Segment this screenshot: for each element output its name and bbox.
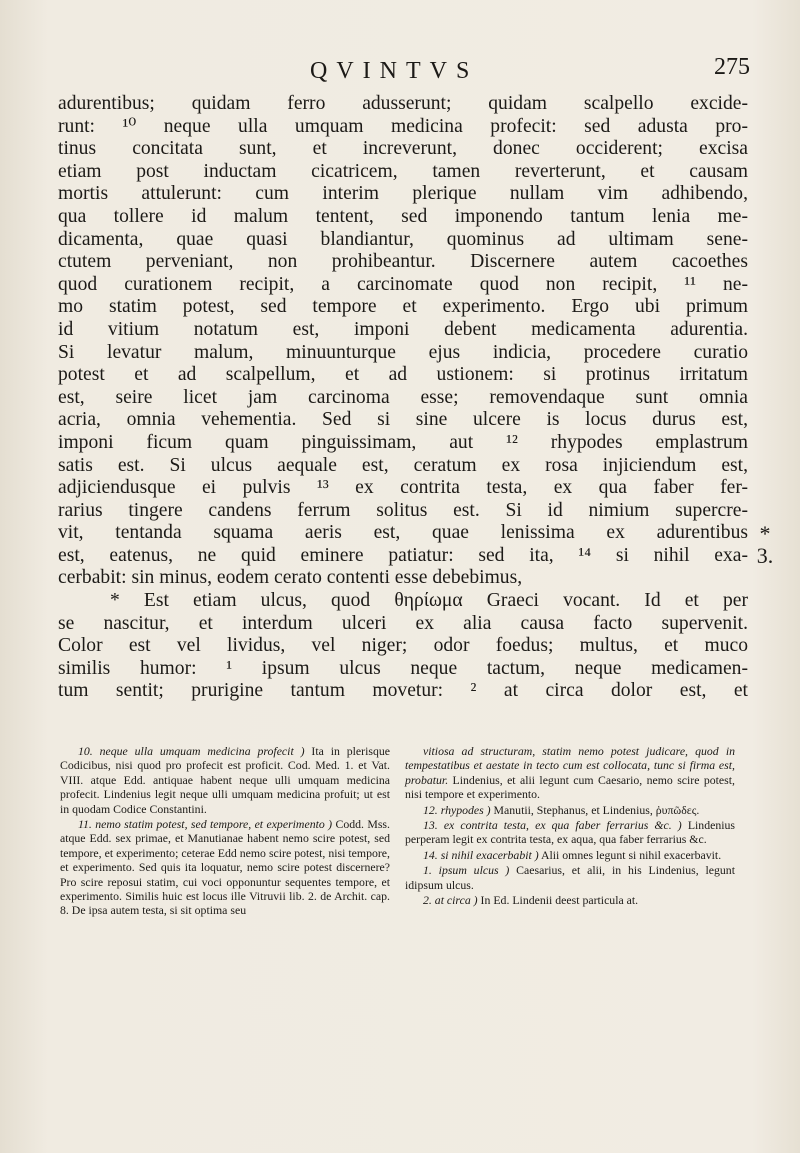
footnote-lemma: 2. at circa ) xyxy=(423,893,478,908)
footnote-lemma: vitiosa ad structuram, statim nemo potest judicare, quod in tempestatibus et aestate in tecto cum est collocata, tunc si firma est, probatur. xyxy=(405,744,735,787)
footnotes-right-column xyxy=(405,744,735,908)
paragraph-1 xyxy=(58,93,748,590)
text-line: Si levatur malum, minuunturque ejus indicia, procedere curatio xyxy=(58,341,748,363)
footnote-lemma: 11. nemo statim potest, sed tempore, et experimento ) xyxy=(78,817,333,832)
text-line: etiam post inductam cicatricem, tamen reverterunt, et causam xyxy=(58,160,748,182)
text-line: quod curationem recipit, a carcinomate quod non recipit, ¹¹ ne- xyxy=(58,273,748,295)
margin-mark: * 3. xyxy=(756,521,774,568)
footnote xyxy=(405,803,735,817)
text-line: tum sentit; prurigine tantum movetur: ² at circa dolor est, et xyxy=(58,680,748,702)
text-line: potest et ad scalpellum, et ad ustionem: si protinus irritatum xyxy=(58,364,748,386)
paragraph-2 xyxy=(58,590,748,703)
footnote xyxy=(405,863,735,892)
text-line: mortis attulerunt: cum interim plerique nullam vim adhibendo, xyxy=(58,183,748,205)
running-title: QVINTVS xyxy=(310,58,479,84)
text-line: runt: ¹⁰ neque ulla umquam medicina profecit: sed adusta pro- xyxy=(58,115,748,137)
running-head xyxy=(60,54,750,88)
text-line: satis est. Si ulcus aequale est, ceratum ex rosa injiciendum est, xyxy=(58,454,748,476)
footnote-text: In Ed. Lindenii deest particula at. xyxy=(477,893,639,908)
text-line: acria, omnia vehementia. Sed si sine ulcere is locus durus est, xyxy=(58,409,748,431)
text-line: similis humor: ¹ ipsum ulcus neque tactum, neque medicamen- xyxy=(58,657,748,679)
text-line: se nascitur, et interdum ulceri ex alia causa facto supervenit. xyxy=(58,612,748,634)
footnote xyxy=(405,893,735,907)
footnote-lemma: 13. ex contrita testa, ex qua faber ferrarius &c. ) xyxy=(423,818,682,833)
text-line: adurentibus; quidam ferro adusserunt; quidam scalpello excide- xyxy=(58,93,748,114)
footnote-lemma: 12. rhypodes ) xyxy=(423,802,491,817)
footnote-lemma: 14. si nihil exacerbabit ) xyxy=(423,847,539,862)
footnote-lemma: 10. neque ulla umquam medicina profecit ) xyxy=(78,744,305,758)
text-line: dicamenta, quae quasi blandiantur, quominus ad ultimam sene- xyxy=(58,228,748,250)
footnote-lemma: 1. ipsum ulcus ) xyxy=(423,863,510,878)
text-line: est, seire licet jam carcinoma esse; removendaque sunt omnia xyxy=(58,386,748,408)
text-line: id vitium notatum est, imponi debent medicamenta adurentia. xyxy=(58,318,748,340)
text-line: Color est vel lividus, vel niger; odor foedus; multus, et muco xyxy=(58,635,748,657)
footnote xyxy=(60,817,390,918)
footnote xyxy=(405,744,735,802)
text-line: mo statim potest, sed tempore et experimento. Ergo ubi primum xyxy=(58,296,748,318)
text-line: cerbabit: sin minus, eodem cerato contenti esse debebimus, xyxy=(58,567,523,589)
text-line: adjiciendusque ei pulvis ¹³ ex contrita testa, ex qua faber fer- xyxy=(58,477,748,499)
footnote-text: Lindenius, et alii legunt cum Caesario, nemo scire potest, nisi tempore et experimento. xyxy=(405,772,735,802)
footnote-text: Ita in plerisque Codicibus, nisi quod pro profecit est proficit. Cod. Med. 1. et Vat. VIII. atque Edd. antiquae habent neque ulli umquam medicina profecit. Lindenius legit neque ulli umquam medicina profuit; ut est in quodam Codice Constantini. xyxy=(60,744,390,816)
main-text xyxy=(58,93,748,703)
text-line: tinus concitata sunt, et increverunt, donec occiderent; excisa xyxy=(58,138,748,160)
footnotes-left-column xyxy=(60,744,390,919)
text-line: vit, tentanda squama aeris est, quae lenissima ex adurentibus xyxy=(58,522,748,544)
text-line: * Est etiam ulcus, quod θηρίωμα Graeci vocant. Id et per xyxy=(110,590,748,612)
text-line: est, eatenus, ne quid eminere patiatur: sed ita, ¹⁴ si nihil exa- xyxy=(58,544,748,566)
footnote-text: Caesarius, et alii, in his Lindenius, legunt idipsum ulcus. xyxy=(405,863,735,892)
footnote xyxy=(405,818,735,847)
text-line: qua tollere id malum tentent, sed imponendo tantum lenia me- xyxy=(58,205,748,227)
page-number: 275 xyxy=(714,54,750,80)
text-line: ctutem perveniant, non prohibeantur. Discernere autem cacoethes xyxy=(58,251,748,273)
footnote xyxy=(405,848,735,862)
text-line: rarius tingere candens ferrum solitus est. Si id nimium supercre- xyxy=(58,499,748,521)
footnote xyxy=(60,744,390,816)
footnote-text: Manutii, Stephanus, et Lindenius, ῥυπῶδες. xyxy=(490,802,700,817)
footnote-text: Alii omnes legunt si nihil exacerbavit. xyxy=(538,847,722,862)
text-line: imponi ficum quam pinguissimam, aut ¹² rhypodes emplastrum xyxy=(58,431,748,453)
footnote-text: Lindenius perperam legit ex contrita testa, ex aqua, qua faber ferrarius &c. xyxy=(405,818,736,847)
footnote-text: Codd. Mss. atque Edd. sex primae, et Manutianae habent nemo scire potest, sed tempore, et experimento; ceterae Edd nemo scire potest, nisi tempore, et experimento. Sed quis ita loquatur, nemo scire potest discernere? Pro scire reposui statim, cui voci opponuntur sequentes tempore, et experimento. Similis huic est locus ille Vitruvii lib. 2. de Archit. cap. 8. De ipsa autem testa, si sit optima seu xyxy=(60,817,390,918)
